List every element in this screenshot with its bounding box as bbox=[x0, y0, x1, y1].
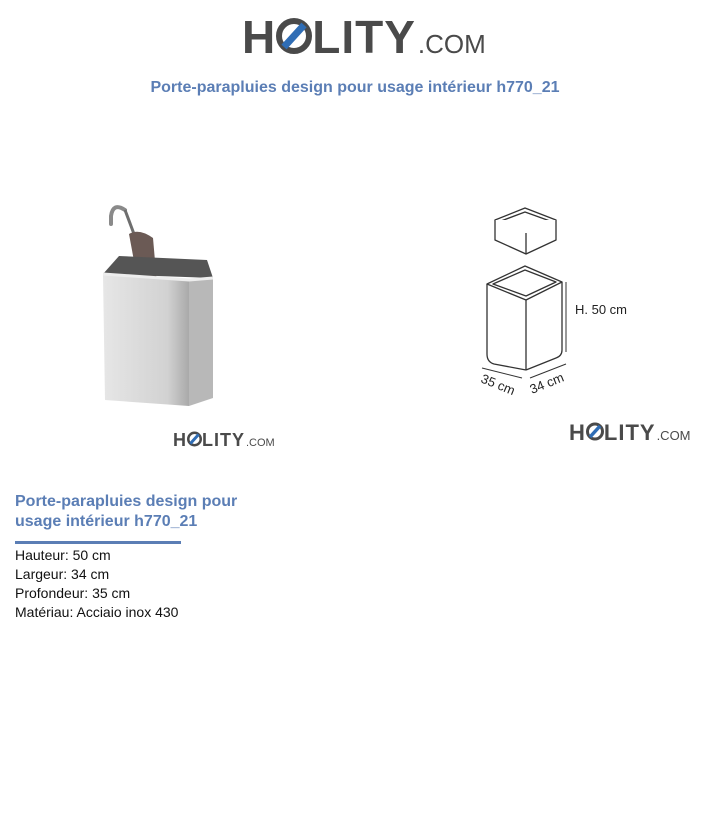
spec-row-width: Largeur: 34 cm bbox=[15, 566, 110, 582]
holity-watermark-photo bbox=[173, 430, 275, 451]
logo-letter-h: H bbox=[173, 430, 187, 450]
spec-list bbox=[15, 546, 178, 622]
spec-row-depth: Profondeur: 35 cm bbox=[15, 585, 131, 601]
spec-row-height: Hauteur: 50 cm bbox=[15, 547, 111, 563]
dimension-diagram bbox=[470, 200, 645, 405]
logo-word: LITY bbox=[312, 11, 416, 63]
logo-o-icon bbox=[586, 422, 604, 445]
product-title: Porte-parapluies design pour usage intérieur h770_21 bbox=[15, 493, 238, 530]
logo-letter-h: H bbox=[242, 11, 277, 63]
spec-row-material: Matériau: Acciaio inox 430 bbox=[15, 604, 179, 620]
logo-o-icon bbox=[187, 431, 202, 451]
logo-suffix: .COM bbox=[656, 428, 691, 443]
logo-word: LITY bbox=[202, 430, 245, 450]
logo-suffix: .COM bbox=[417, 29, 486, 59]
depth-label: 35 cm bbox=[478, 370, 518, 399]
title-divider bbox=[15, 541, 181, 544]
logo-word: LITY bbox=[603, 420, 656, 445]
logo-o-icon bbox=[276, 17, 312, 58]
holity-logo[interactable] bbox=[242, 10, 486, 64]
product-photo bbox=[95, 198, 215, 414]
holity-watermark-diagram bbox=[569, 420, 691, 446]
logo-suffix: .COM bbox=[246, 437, 275, 449]
page-title: Porte-parapluies design pour usage intérieur h770_21 bbox=[150, 79, 560, 96]
width-label: 34 cm bbox=[527, 369, 566, 397]
logo-letter-h: H bbox=[569, 420, 586, 445]
height-label: H. 50 cm bbox=[575, 302, 628, 317]
